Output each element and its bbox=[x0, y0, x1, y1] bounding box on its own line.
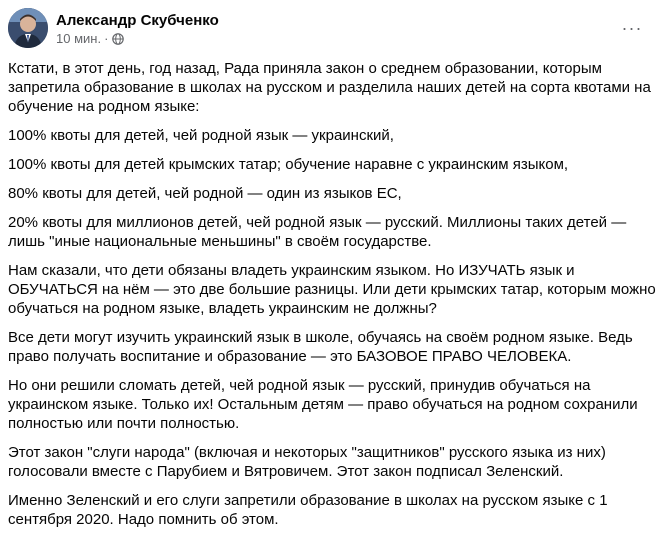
post-paragraph: 100% квоты для детей крымских татар; обучение наравне с украинским языком, bbox=[8, 156, 569, 173]
post-paragraph: Все дети могут изучить украинский язык в школе, обучаясь на своём родном языке. Ведь право получать воспитание и образование — это БАЗОВОЕ ПРАВО ЧЕЛОВЕКА. bbox=[8, 329, 633, 365]
post-paragraph: 80% квоты для детей, чей родной — один из языков ЕС, bbox=[8, 185, 402, 202]
post-paragraph: Кстати, в этот день, год назад, Рада приняла закон о среднем образовании, которым запретила образование в школах на русском и разделила наших детей на сорта квотами на обучение на родном языке: bbox=[8, 60, 651, 115]
post-paragraph: Но они решили сломать детей, чей родной язык — русский, принудив обучаться на украинском языке. Только их! Остальным детям — право обучаться на родном сохранили полностью или почти полностью. bbox=[8, 377, 638, 432]
more-horizontal-icon[interactable]: ··· bbox=[621, 17, 643, 38]
post-meta bbox=[56, 31, 124, 47]
post-paragraph: Этот закон "слуги народа" (включая и некоторых "защитников" русского языка из них) голосовали вместе с Парубием и Вятровичем. Этот закон подписал Зеленский. bbox=[8, 444, 606, 480]
post-header bbox=[8, 8, 648, 56]
post-paragraph: Именно Зеленский и его слуги запретили образование в школах на русском языке с 1 сентября 2020. Надо помнить об этом. bbox=[8, 492, 608, 528]
post-body bbox=[8, 59, 658, 539]
author-avatar[interactable] bbox=[8, 8, 48, 48]
meta-separator: · bbox=[104, 31, 109, 46]
globe-icon[interactable] bbox=[112, 33, 124, 45]
post-paragraph: Нам сказали, что дети обязаны владеть украинским языком. Но ИЗУЧАТЬ язык и ОБУЧАТЬСЯ на нём — это две большие разницы. Или дети крымских татар, которым можно обучаться на родном языке, владеть украинским не должны? bbox=[8, 262, 656, 317]
post-paragraph: 20% квоты для миллионов детей, чей родной язык — русский. Миллионы таких детей — лишь "иные национальные меньшины" в своём государстве. bbox=[8, 214, 627, 250]
post-paragraph: 100% квоты для детей, чей родной язык — украинский, bbox=[8, 127, 394, 144]
avatar-image bbox=[8, 8, 48, 48]
author-name[interactable]: Александр Скубченко bbox=[56, 12, 219, 29]
post-timestamp[interactable]: 10 мин. bbox=[56, 31, 102, 46]
